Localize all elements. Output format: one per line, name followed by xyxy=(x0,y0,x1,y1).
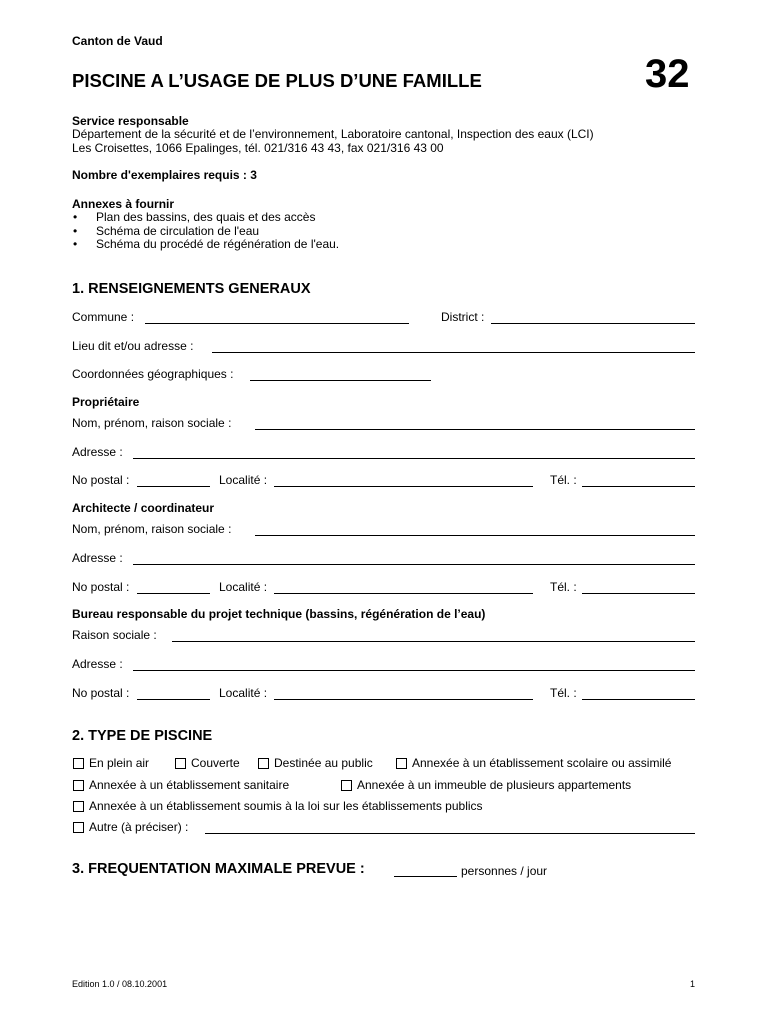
architecte-nom-label: Nom, prénom, raison sociale : xyxy=(72,522,232,536)
checkbox[interactable] xyxy=(73,822,84,833)
frequentation-unit: personnes / jour xyxy=(461,864,548,878)
checkbox[interactable] xyxy=(258,758,269,769)
bureau-localite-label: Localité : xyxy=(219,686,268,700)
edition-label: Edition 1.0 / 08.10.2001 xyxy=(72,979,168,989)
bureau-tel-field[interactable] xyxy=(582,699,695,700)
checkbox[interactable] xyxy=(73,801,84,812)
checkbox[interactable] xyxy=(341,780,352,791)
option-autre[interactable]: Autre (à préciser) : xyxy=(73,820,188,834)
architecte-tel-label: Tél. : xyxy=(550,580,577,594)
service-heading: Service responsable xyxy=(72,114,189,128)
proprietaire-adresse-label: Adresse : xyxy=(72,445,123,459)
bureau-nopostal-field[interactable] xyxy=(137,699,210,700)
bureau-localite-field[interactable] xyxy=(274,699,533,700)
service-line-2: Les Croisettes, 1066 Epalinges, tél. 021/316 43 43, fax 021/316 43 00 xyxy=(72,141,444,155)
checkbox[interactable] xyxy=(73,758,84,769)
lieu-label: Lieu dit et/ou adresse : xyxy=(72,339,194,353)
annexes-list xyxy=(72,211,339,252)
form-number: 32 xyxy=(645,52,690,96)
bullet-icon: • xyxy=(73,223,78,238)
option-etablissement-public[interactable]: Annexée à un établissement soumis à la loi sur les établissements publics xyxy=(73,799,483,813)
checkbox[interactable] xyxy=(396,758,407,769)
bullet-icon: • xyxy=(73,237,78,251)
proprietaire-nom-field[interactable] xyxy=(255,429,695,430)
bureau-nopostal-label: No postal : xyxy=(72,686,130,700)
proprietaire-tel-label: Tél. : xyxy=(550,473,577,487)
proprietaire-localite-label: Localité : xyxy=(219,473,268,487)
frequentation-field[interactable] xyxy=(394,876,457,877)
proprietaire-tel-field[interactable] xyxy=(582,486,695,487)
coords-label: Coordonnées géographiques : xyxy=(72,367,234,381)
bureau-heading: Bureau responsable du projet technique (bassins, régénération de l’eau) xyxy=(72,607,486,621)
lieu-field[interactable] xyxy=(212,352,695,353)
architecte-localite-label: Localité : xyxy=(219,580,268,594)
page-number: 1 xyxy=(690,979,696,989)
architecte-nopostal-field[interactable] xyxy=(137,593,210,594)
architecte-heading: Architecte / coordinateur xyxy=(72,501,215,515)
section-1-heading: 1. RENSEIGNEMENTS GENERAUX xyxy=(72,281,311,297)
architecte-localite-field[interactable] xyxy=(274,593,533,594)
list-item: • Schéma de circulation de l'eau xyxy=(73,223,260,238)
district-field[interactable] xyxy=(491,323,695,324)
architecte-adresse-label: Adresse : xyxy=(72,551,123,565)
section-2-heading: 2. TYPE DE PISCINE xyxy=(72,728,213,744)
commune-label: Commune : xyxy=(72,310,135,324)
proprietaire-heading: Propriétaire xyxy=(72,395,140,409)
option-couverte[interactable]: Couverte xyxy=(175,756,240,770)
proprietaire-nopostal-field[interactable] xyxy=(137,486,210,487)
proprietaire-localite-field[interactable] xyxy=(274,486,533,487)
checkbox[interactable] xyxy=(73,780,84,791)
list-item: • Plan des bassins, des quais et des accès xyxy=(73,210,316,224)
bureau-raison-field[interactable] xyxy=(172,641,695,642)
section-3-heading: 3. FREQUENTATION MAXIMALE PREVUE : xyxy=(72,861,365,877)
commune-field[interactable] xyxy=(145,323,409,324)
bullet-icon: • xyxy=(73,210,78,224)
option-sanitaire[interactable]: Annexée à un établissement sanitaire xyxy=(73,778,289,792)
bureau-adresse-field[interactable] xyxy=(133,670,695,671)
service-line-1: Département de la sécurité et de l’environnement, Laboratoire cantonal, Inspection des eaux (LCI) xyxy=(72,127,594,141)
list-item: • Schéma du procédé de régénération de l'eau. xyxy=(73,237,340,251)
proprietaire-adresse-field[interactable] xyxy=(133,458,695,459)
option-scolaire[interactable]: Annexée à un établissement scolaire ou assimilé xyxy=(396,756,671,770)
option-immeuble[interactable]: Annexée à un immeuble de plusieurs appartements xyxy=(341,778,631,792)
bureau-tel-label: Tél. : xyxy=(550,686,577,700)
architecte-adresse-field[interactable] xyxy=(133,564,695,565)
proprietaire-nom-label: Nom, prénom, raison sociale : xyxy=(72,416,232,430)
district-label: District : xyxy=(441,310,485,324)
canton-label: Canton de Vaud xyxy=(72,34,163,48)
architecte-nom-field[interactable] xyxy=(255,535,695,536)
autre-field[interactable] xyxy=(205,833,695,834)
checkbox[interactable] xyxy=(175,758,186,769)
bureau-raison-label: Raison sociale : xyxy=(72,628,157,642)
coords-field[interactable] xyxy=(250,380,431,381)
form-title: PISCINE A L’USAGE DE PLUS D’UNE FAMILLE xyxy=(72,70,482,91)
option-public[interactable]: Destinée au public xyxy=(258,756,373,770)
bureau-adresse-label: Adresse : xyxy=(72,657,123,671)
architecte-tel-field[interactable] xyxy=(582,593,695,594)
architecte-nopostal-label: No postal : xyxy=(72,580,130,594)
annexes-heading: Annexes à fournir xyxy=(72,197,175,211)
option-plein-air[interactable]: En plein air xyxy=(73,756,149,770)
copies-required: Nombre d'exemplaires requis : 3 xyxy=(72,168,257,182)
proprietaire-nopostal-label: No postal : xyxy=(72,473,130,487)
